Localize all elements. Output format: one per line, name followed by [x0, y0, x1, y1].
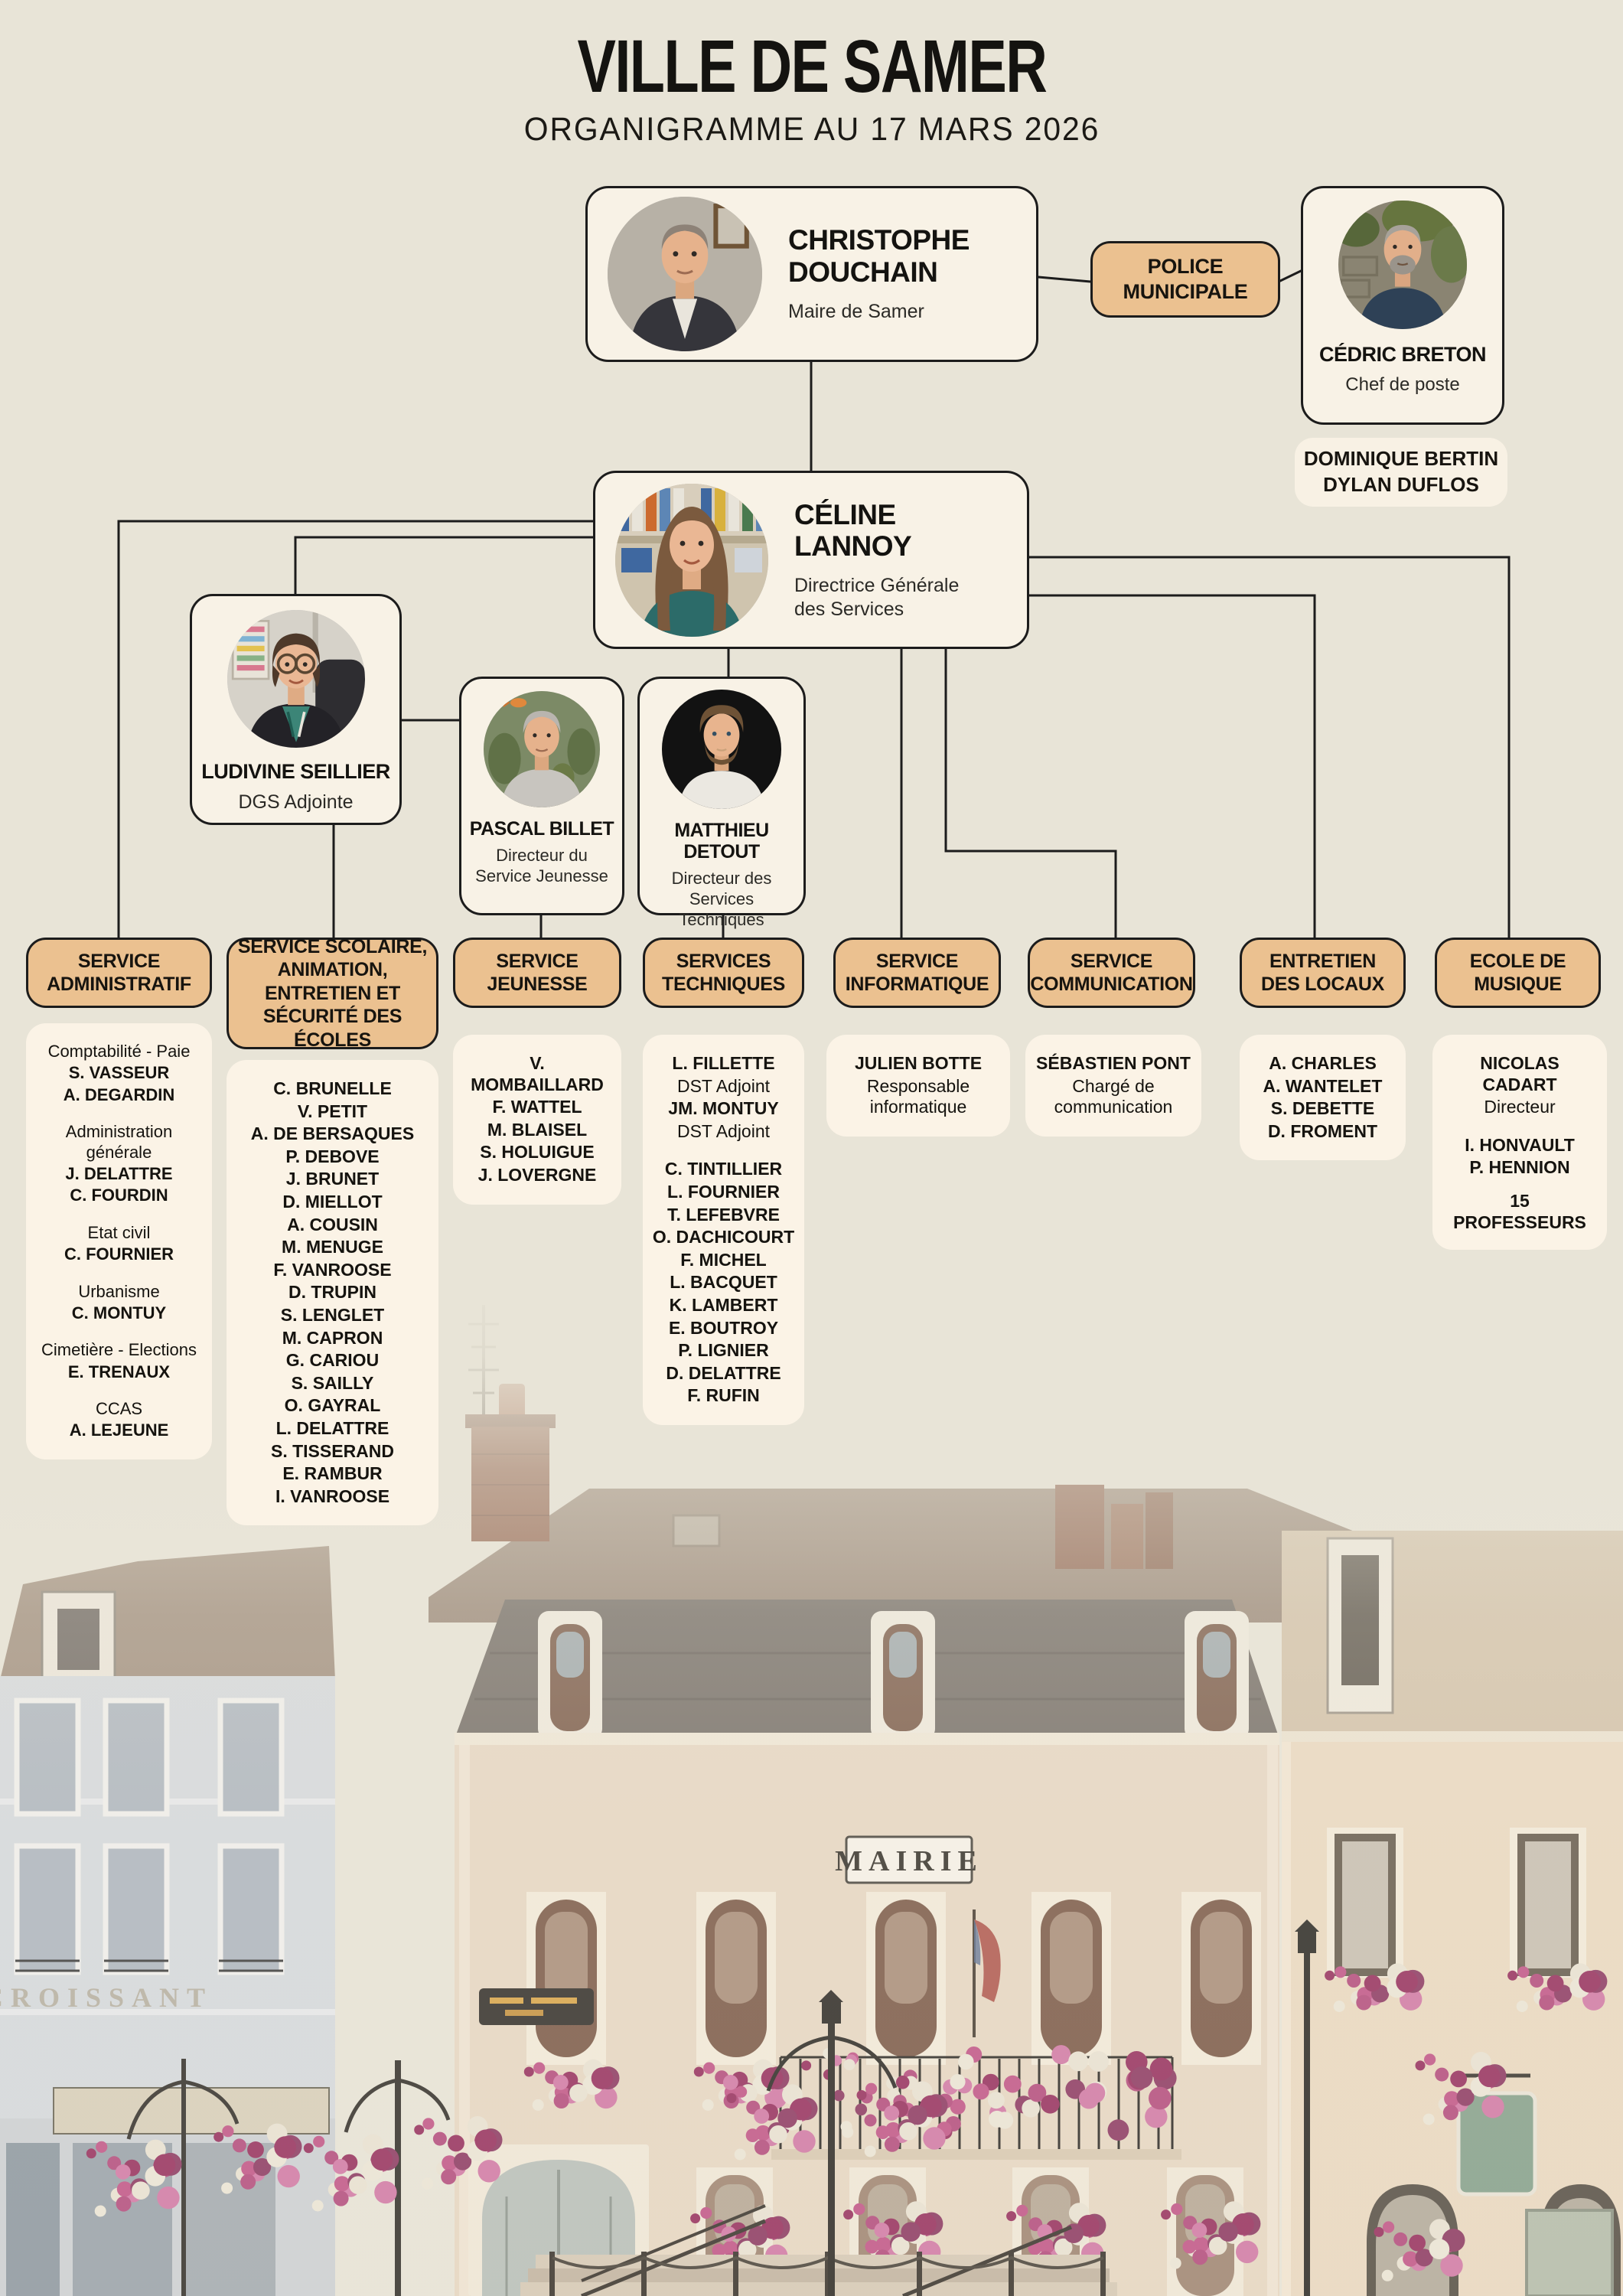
- person-name: F. RUFIN: [687, 1385, 760, 1406]
- services-techniques-list: L. FILLETTE DST Adjoint JM. MONTUY DST Adjoint C. TINTILLIER L. FOURNIER T. LEFEBVRE O. DACHICOURT F. MICHEL L. BACQUET K. LAMBERT E. BOUTROY P. LIGNIER D. DELATTRE F. RUFIN: [643, 1035, 804, 1425]
- person-name: J. DELATTRE: [65, 1163, 173, 1183]
- person-name: L. DELATTRE: [275, 1417, 389, 1438]
- person-name: A. CHARLES: [1269, 1053, 1377, 1073]
- dir-techniques-name: MATTHIEU DETOUT: [674, 820, 769, 863]
- dir-jeunesse-card: [459, 677, 624, 915]
- dir-techniques-photo: [662, 690, 781, 809]
- service-administratif-pill: SERVICE ADMINISTRATIF: [26, 938, 212, 1008]
- entretien-locaux-list: [1240, 1035, 1406, 1160]
- person-name: O. GAYRAL: [284, 1395, 381, 1416]
- person-name: F. WATTEL: [492, 1097, 582, 1117]
- dgs-adjointe-role: DGS Adjointe: [238, 791, 354, 814]
- dgs-name: CÉLINE LANNOY: [794, 498, 912, 562]
- person-name: V. PETIT: [297, 1101, 368, 1121]
- person-name: G. CARIOU: [285, 1350, 380, 1371]
- dir-techniques-role: Directeur des Services Techniques: [671, 869, 772, 929]
- person-name: D. MIELLOT: [282, 1191, 383, 1212]
- person-name: I. VANROOSE: [275, 1486, 390, 1506]
- person-name: A. LEJEUNE: [69, 1420, 169, 1440]
- dgs-role: Directrice Générale des Services: [794, 575, 960, 620]
- service-communication-pill: SERVICE COMMUNICATION: [1028, 938, 1195, 1008]
- mayor-photo: [608, 197, 762, 351]
- person-name: DOMINIQUE BERTIN: [1303, 447, 1499, 471]
- police-agents-card: [1295, 438, 1507, 507]
- person-name: I. HONVAULT: [1465, 1134, 1575, 1155]
- mayor-name: CHRISTOPHE DOUCHAIN: [788, 224, 970, 288]
- person-name: J. LOVERGNE: [477, 1164, 597, 1185]
- person-name: C. FOURNIER: [64, 1244, 174, 1264]
- dgs-adjointe-name: LUDIVINE SEILLIER: [201, 760, 390, 783]
- person-name: L. BACQUET: [670, 1272, 777, 1293]
- person-name: K. LAMBERT: [669, 1294, 778, 1315]
- services-techniques-pill: SERVICES TECHNIQUES: [643, 938, 804, 1008]
- person-name: F. VANROOSE: [273, 1259, 392, 1280]
- dgs-card: [593, 471, 1029, 649]
- page-title: VILLE DE SAMER: [577, 24, 1046, 108]
- person-name: S. TISSERAND: [270, 1440, 395, 1461]
- person-name: S. SAILLY: [291, 1372, 374, 1393]
- person-name: DYLAN DUFLOS: [1323, 473, 1479, 496]
- person-name: L. FOURNIER: [667, 1181, 780, 1202]
- person-name: A. DEGARDIN: [63, 1084, 175, 1104]
- service-informatique-pill: SERVICE INFORMATIQUE: [833, 938, 1001, 1008]
- police-chief-role: Chef de poste: [1345, 374, 1460, 396]
- person-name: S. VASSEUR: [68, 1063, 170, 1083]
- person-name: P. LIGNIER: [678, 1340, 769, 1361]
- police-municipale-pill: POLICE MUNICIPALE: [1090, 241, 1280, 318]
- person-name: T. LEFEBVRE: [667, 1204, 780, 1225]
- service-jeunesse-list: [453, 1035, 621, 1205]
- person-name: M. MENUGE: [282, 1237, 383, 1257]
- service-communication-list: SÉBASTIEN PONT Chargé de communication: [1025, 1035, 1201, 1137]
- person-name: A. COUSIN: [287, 1214, 378, 1234]
- person-name: C. FOURDIN: [70, 1186, 168, 1205]
- person-name: J. BRUNET: [285, 1169, 380, 1189]
- person-name: M. BLAISEL: [487, 1119, 588, 1140]
- person-name: D. DELATTRE: [666, 1362, 781, 1383]
- police-chief-name: CÉDRIC BRETON: [1318, 343, 1487, 366]
- person-name: S. DEBETTE: [1270, 1098, 1375, 1119]
- person-name: E. BOUTROY: [668, 1317, 779, 1338]
- page-subtitle: ORGANIGRAMME AU 17 MARS 2026: [523, 111, 1100, 148]
- person-name: O. DACHICOURT: [652, 1227, 795, 1247]
- dir-jeunesse-photo: [484, 691, 600, 807]
- person-name: A. WANTELET: [1263, 1075, 1383, 1096]
- mayor-card: [585, 186, 1038, 362]
- dgs-adjointe-photo: [227, 610, 365, 748]
- person-name: A. DE BERSAQUES: [250, 1124, 415, 1144]
- person-name: D. FROMENT: [1267, 1120, 1378, 1141]
- police-chief-card: [1301, 186, 1504, 425]
- dir-jeunesse-role: Directeur du Service Jeunesse: [475, 846, 608, 885]
- ecole-musique-list: NICOLAS CADART Directeur I. HONVAULT P. HENNION 15 PROFESSEURS: [1432, 1035, 1607, 1250]
- service-scolaire-list: [227, 1060, 438, 1525]
- person-name: S. HOLUIGUE: [480, 1142, 595, 1163]
- person-name: E. RAMBUR: [282, 1463, 383, 1484]
- dgs-photo: [615, 484, 768, 637]
- person-name: S. LENGLET: [280, 1304, 385, 1325]
- entretien-locaux-pill: ENTRETIEN DES LOCAUX: [1240, 938, 1406, 1008]
- police-chief-photo: [1338, 201, 1467, 329]
- ecole-musique-pill: ECOLE DE MUSIQUE: [1435, 938, 1601, 1008]
- person-name: M. CAPRON: [282, 1327, 383, 1348]
- person-name: F. MICHEL: [680, 1249, 767, 1270]
- person-name: D. TRUPIN: [288, 1282, 376, 1303]
- person-name: C. TINTILLIER: [664, 1159, 783, 1179]
- dir-jeunesse-name: PASCAL BILLET: [469, 818, 614, 840]
- dir-techniques-card: [637, 677, 806, 929]
- service-informatique-list: JULIEN BOTTE Responsable informatique: [826, 1035, 1010, 1137]
- person-name: C. MONTUY: [71, 1303, 167, 1322]
- person-name: P. HENNION: [1469, 1157, 1570, 1178]
- person-name: E. TRENAUX: [67, 1362, 171, 1381]
- person-name: C. BRUNELLE: [273, 1078, 392, 1098]
- dgs-adjointe-card: [190, 594, 402, 825]
- person-name: V. MOMBAILLARD: [471, 1053, 604, 1094]
- service-scolaire-pill: SERVICE SCOLAIRE, ANIMATION, ENTRETIEN ET SÉCURITÉ DES ÉCOLES: [227, 938, 438, 1049]
- service-administratif-list: Comptabilité - Paie S. VASSEUR A. DEGARDIN Administration générale J. DELATTRE C. FOURDIN Etat civil C. FOURNIER Urbanisme C. MONTUY Cimetière - Elections E. TRENAUX CCAS A. LEJEUNE: [26, 1023, 212, 1459]
- person-name: P. DEBOVE: [285, 1146, 380, 1166]
- mayor-role: Maire de Samer: [788, 301, 924, 323]
- professors-count: 15 PROFESSEURS: [1453, 1190, 1586, 1232]
- service-jeunesse-pill: SERVICE JEUNESSE: [453, 938, 621, 1008]
